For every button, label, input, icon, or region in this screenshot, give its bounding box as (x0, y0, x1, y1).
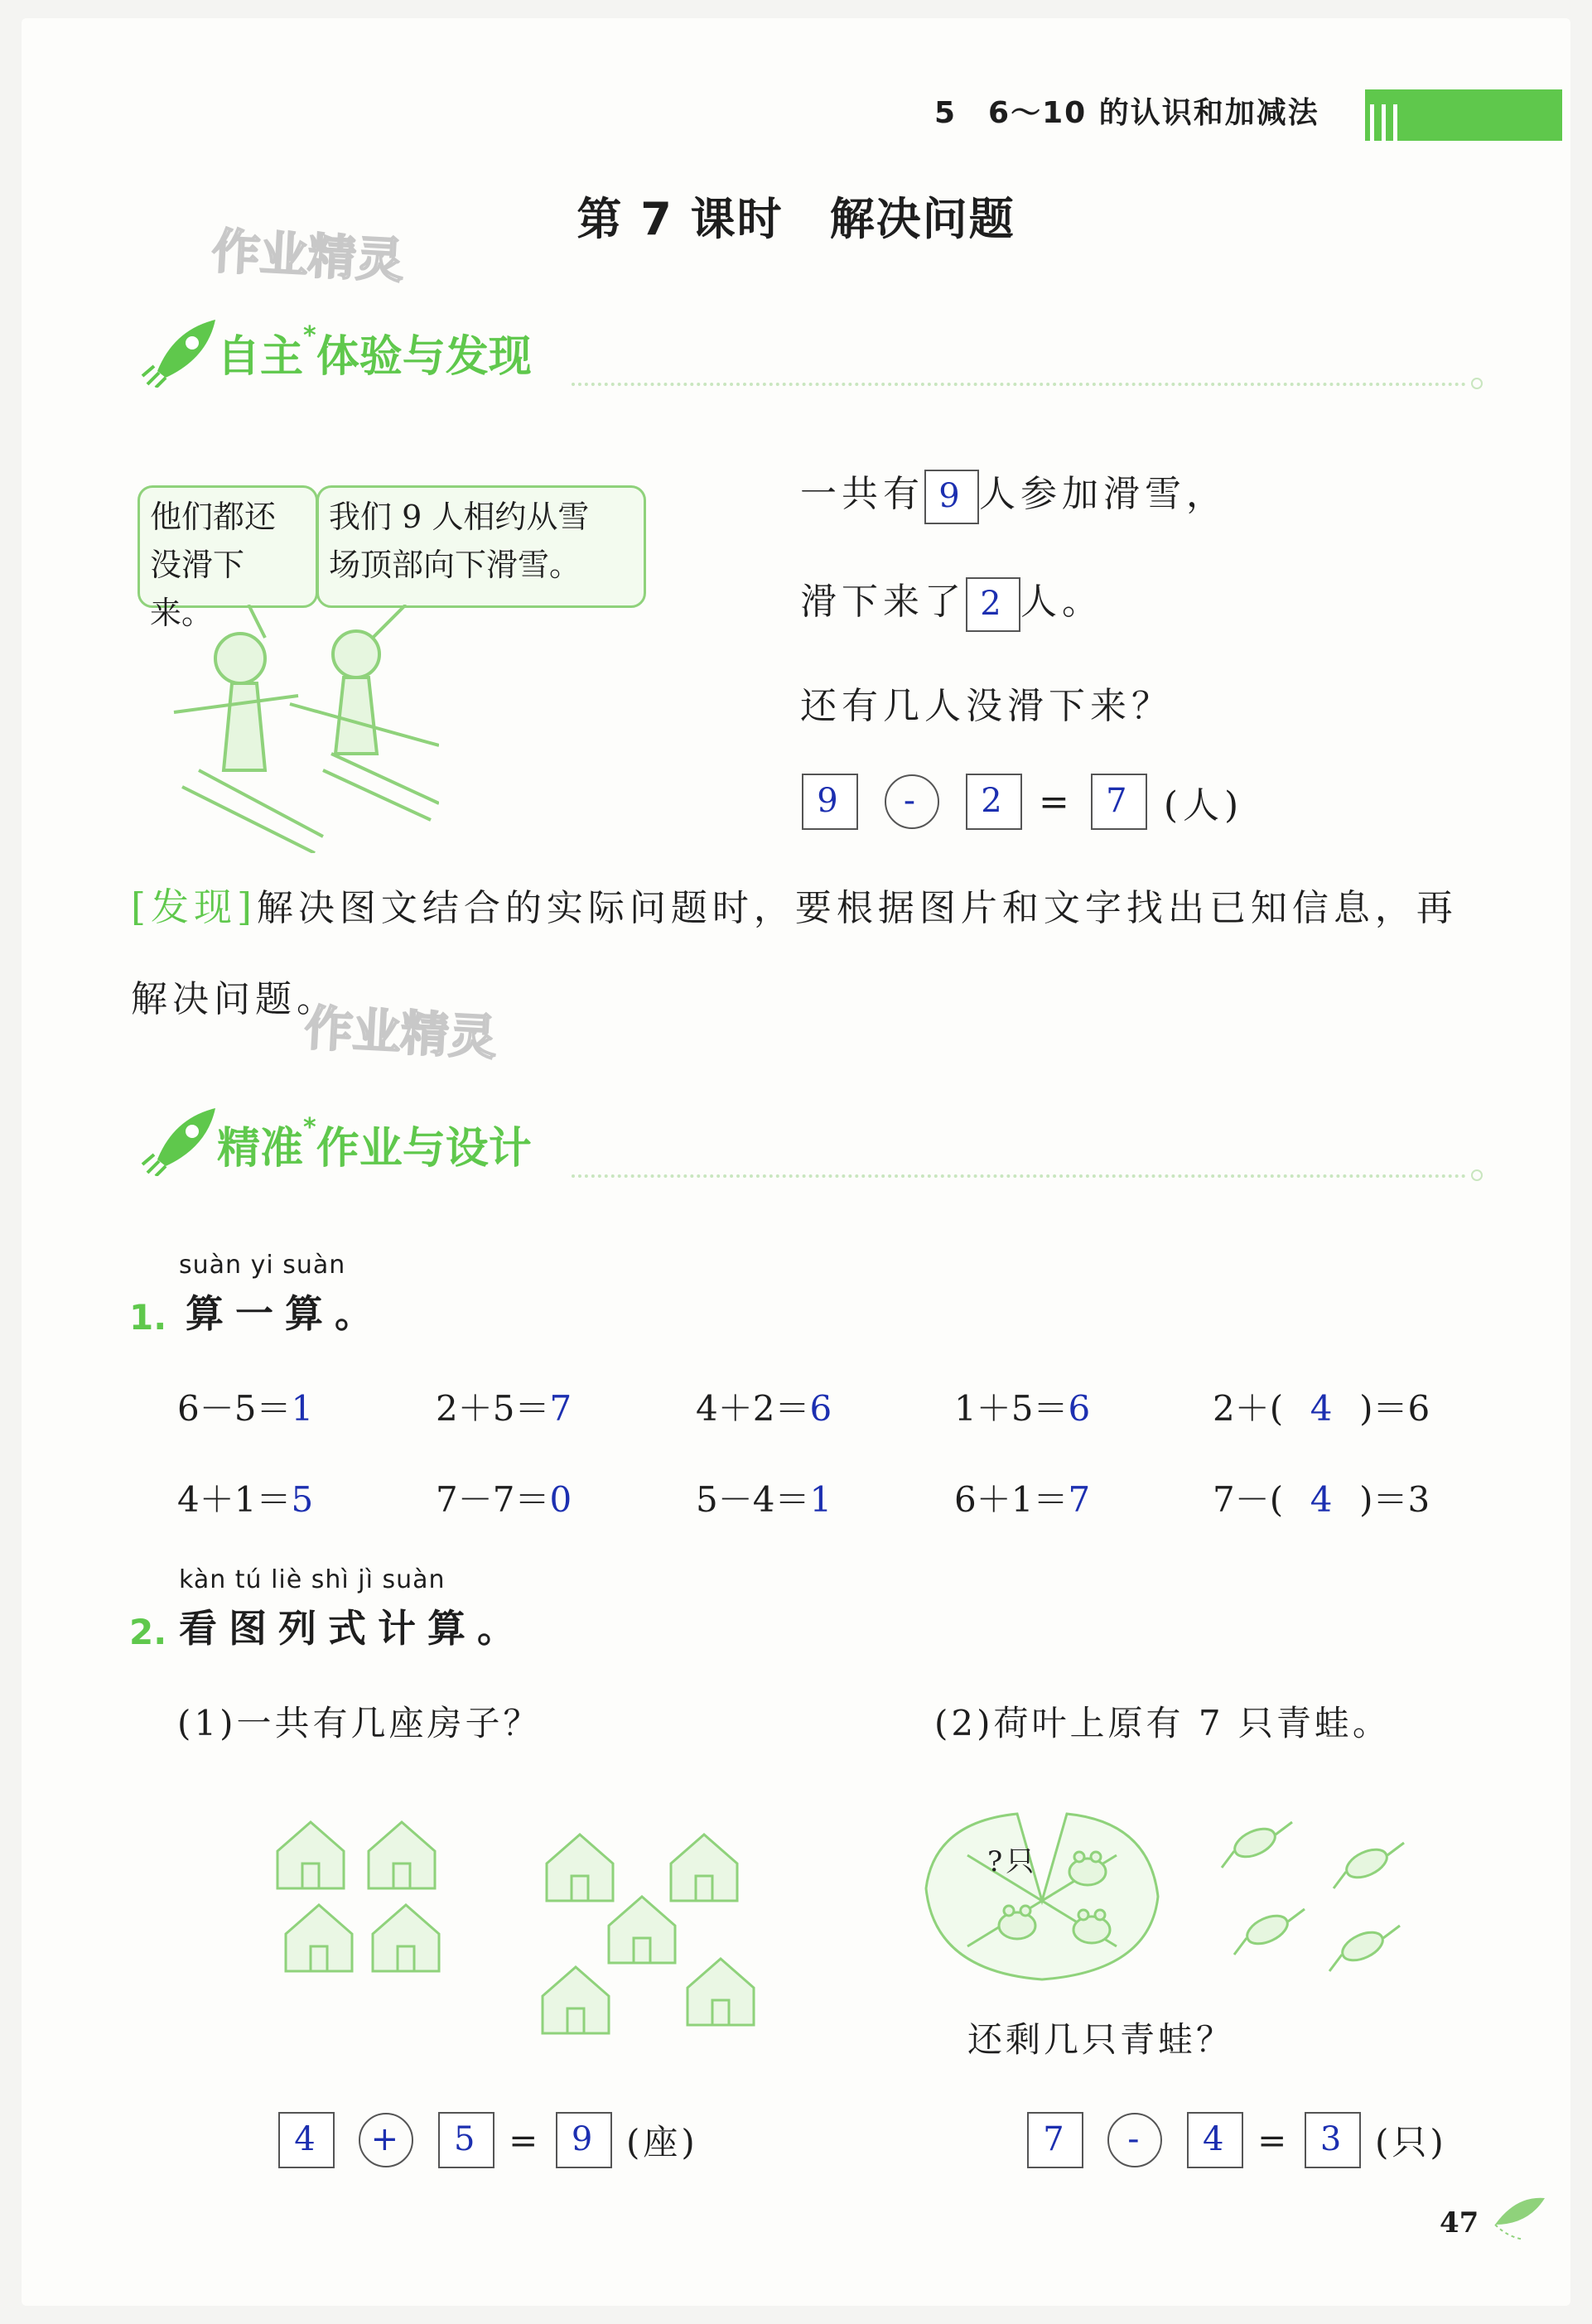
story-text: 一共有 (800, 473, 924, 515)
discovery-block (131, 861, 1506, 1045)
section-head-experience (217, 321, 532, 383)
arith-item (177, 1381, 313, 1431)
eq-box: 7 (1027, 2112, 1083, 2168)
arith-item (1213, 1381, 1430, 1431)
arith-answer: 4 (1310, 1479, 1333, 1520)
arith-expr: 2＋5＝ (436, 1388, 550, 1429)
house-icon (671, 1835, 737, 1901)
arith-expr: 4＋2＝ (696, 1388, 810, 1429)
arith-expr: 6－5＝ (177, 1388, 292, 1429)
divider-end (1471, 378, 1483, 389)
q1-text: 算一算。 (186, 1291, 384, 1336)
watermark: 作业精灵 (303, 999, 499, 1067)
equals-sign: = (1257, 2119, 1290, 2161)
arith-expr: )＝6 (1359, 1388, 1430, 1429)
q1-pinyin: suàn yi suàn (179, 1251, 346, 1280)
house-icon (286, 1905, 352, 1971)
arith-expr: 6＋1＝ (954, 1479, 1069, 1520)
q2-pinyin: kàn tú liè shì jì suàn (179, 1565, 446, 1594)
discovery-text: 解决图文结合的实际问题时，要根据图片和文字找出已知信息，再 (256, 887, 1458, 929)
unit-label: (人) (1163, 784, 1244, 827)
arith-expr: 1＋5＝ (954, 1388, 1069, 1429)
house-icon (373, 1905, 439, 1971)
section-head-label: 自主 (217, 332, 304, 382)
arith-item (436, 1381, 572, 1431)
story-text: 滑下来了 (800, 581, 966, 623)
eq-box: 7 (1091, 774, 1147, 830)
eq-box: 9 (802, 774, 858, 830)
arith-answer: 7 (1068, 1479, 1091, 1520)
q2-part2-question: 还剩几只青蛙？ (967, 2019, 1235, 2060)
houses-group-right (538, 1830, 770, 2057)
house-icon (277, 1822, 344, 1888)
arith-answer: 7 (549, 1388, 572, 1429)
q2-number: 2. (129, 1612, 167, 1652)
arith-expr: 7－( (1213, 1479, 1284, 1520)
section-head-label: 精准 (217, 1124, 304, 1174)
eq-box: 5 (438, 2112, 494, 2168)
q2-part2-label: (2)荷叶上原有 7 只青蛙。 (934, 1703, 1391, 1743)
arith-answer: 6 (809, 1388, 832, 1429)
arith-expr: 7－7＝ (436, 1479, 550, 1520)
bubble-line: 他们都还 (150, 499, 277, 535)
rocket-icon (141, 313, 224, 391)
bubble-line: 没滑下来。 (150, 547, 245, 631)
arith-item (1213, 1473, 1430, 1522)
house-icon (687, 1959, 754, 2025)
watermark: 作业精灵 (210, 222, 406, 290)
divider-end (1471, 1169, 1483, 1181)
arith-expr: 5－4＝ (696, 1479, 810, 1520)
leaf-icon (1491, 2191, 1549, 2244)
rocket-icon (141, 1102, 224, 1179)
q2-text: 看图列式计算。 (179, 1606, 527, 1651)
arith-answer: 4 (1310, 1388, 1333, 1429)
bubble-line: 场顶部向下滑雪。 (329, 547, 581, 583)
eq-box: 9 (556, 2112, 612, 2168)
skiers-illustration (166, 605, 439, 856)
houses-group-left (273, 1814, 456, 1999)
arith-answer: 0 (549, 1479, 572, 1520)
lily-pad-illustration (918, 1806, 1166, 1999)
arith-answer: 6 (1068, 1388, 1091, 1429)
speech-bubble-left (137, 485, 318, 631)
operator-circle: + (359, 2113, 413, 2167)
arith-expr: )＝3 (1359, 1479, 1430, 1520)
arith-item (954, 1381, 1090, 1431)
eq-box: 4 (278, 2112, 335, 2168)
divider (572, 383, 1466, 386)
divider (572, 1174, 1466, 1178)
arith-answer: 1 (809, 1479, 832, 1520)
unit-label: (只) (1375, 2122, 1447, 2162)
eq-box: 2 (966, 774, 1022, 830)
arith-item (177, 1473, 313, 1522)
q2-part2-equation (1027, 2112, 1447, 2168)
arith-answer: 5 (291, 1479, 314, 1520)
bubble-line: 我们 9 人相约从雪 (329, 499, 590, 535)
arith-item (436, 1473, 572, 1522)
arith-item (696, 1473, 832, 1522)
answer-box: 9 (924, 470, 979, 524)
q2-part1-label: (1)一共有几座房子？ (177, 1703, 542, 1743)
jumping-frogs (1218, 1806, 1416, 1991)
frog-icon (1222, 1822, 1292, 1868)
speech-bubble-right (316, 485, 646, 608)
lesson-title: 第 7 课时 解决问题 (576, 193, 1016, 245)
discovery-tag: [发现] (131, 885, 257, 929)
story-equation (802, 774, 1243, 830)
story-text: 人。 (1020, 581, 1103, 623)
q1-number: 1. (129, 1297, 167, 1338)
story-line2 (800, 571, 1103, 632)
section-head-label: 体验与发现 (316, 332, 532, 382)
eq-box: 4 (1187, 2112, 1243, 2168)
story-question: 还有几人没滑下来？ (800, 685, 1173, 727)
eq-box: 3 (1305, 2112, 1361, 2168)
section-head-label: 作业与设计 (316, 1124, 532, 1174)
house-icon (369, 1822, 435, 1888)
house-icon (547, 1835, 613, 1901)
arith-answer: 1 (291, 1388, 314, 1429)
operator-circle: - (1107, 2113, 1162, 2167)
story-line1 (800, 464, 1228, 524)
equals-sign: = (1039, 780, 1074, 823)
chapter-title: 5 6～10 的认识和加减法 (934, 96, 1319, 130)
frog-icon (1334, 1843, 1404, 1888)
discovery-text: 解决问题。 (131, 978, 338, 1020)
arith-expr: 4＋1＝ (177, 1479, 292, 1520)
frog-icon (1234, 1909, 1305, 1955)
unit-label: (座) (626, 2122, 698, 2162)
section-head-homework (217, 1113, 532, 1175)
arith-item (954, 1473, 1090, 1522)
arith-expr: 2＋( (1213, 1388, 1284, 1429)
story-text: 人参加滑雪， (979, 473, 1228, 515)
operator-circle: - (885, 774, 939, 829)
leaf-label: ?只 (987, 1845, 1038, 1878)
equals-sign: = (509, 2119, 542, 2161)
frog-icon (1329, 1926, 1400, 1971)
q2-part1-equation (278, 2112, 698, 2168)
arith-item (696, 1381, 832, 1431)
page-number: 47 (1440, 2206, 1479, 2240)
house-icon (543, 1967, 609, 2033)
house-icon (609, 1897, 675, 1963)
star-icon: * (303, 321, 316, 350)
chapter-bar (1365, 89, 1562, 141)
answer-box: 2 (966, 577, 1020, 632)
star-icon: * (303, 1113, 316, 1142)
